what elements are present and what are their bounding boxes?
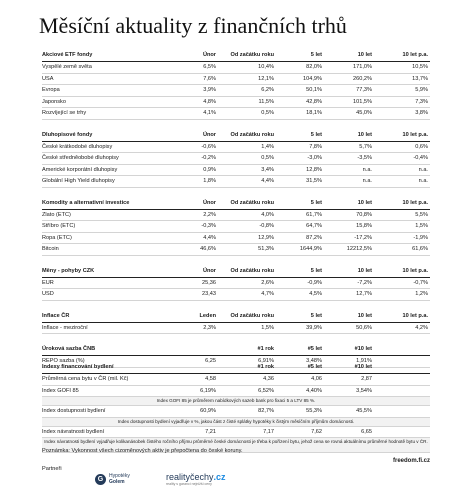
row-label: EUR bbox=[42, 279, 54, 286]
section-header-row bbox=[42, 130, 430, 142]
cell: -3,0% bbox=[307, 155, 322, 161]
section-header-row bbox=[42, 198, 430, 210]
table-row bbox=[42, 221, 430, 233]
cell: 6,52% bbox=[258, 387, 274, 394]
cell: 10,5% bbox=[412, 64, 428, 70]
cell: 1,8% bbox=[203, 178, 216, 184]
cell: 2,2% bbox=[203, 211, 216, 218]
cell: 5,7% bbox=[359, 143, 372, 150]
cell: Únor bbox=[202, 52, 216, 58]
cell: Únor bbox=[202, 267, 216, 274]
cell: 10,4% bbox=[258, 64, 274, 70]
logo2-prefix: realityčechy bbox=[166, 472, 214, 482]
table-section bbox=[42, 50, 430, 120]
section-header-row bbox=[42, 344, 430, 356]
cell: n.a. bbox=[418, 178, 428, 184]
cell: 46,6% bbox=[200, 246, 216, 252]
cell: Únor bbox=[202, 199, 216, 206]
cell: 0,5% bbox=[261, 155, 274, 161]
row-label: Japonsko bbox=[42, 98, 66, 105]
cell: 50,6% bbox=[356, 324, 372, 331]
cell: 6,65 bbox=[361, 428, 372, 435]
cell: 12212,5% bbox=[346, 246, 372, 252]
row-label: Akciové ETF fondy bbox=[42, 52, 93, 58]
cell: -0,4% bbox=[413, 155, 428, 161]
cell: 4,7% bbox=[261, 291, 274, 297]
cell: 2,87 bbox=[361, 376, 372, 382]
cell: 23,43 bbox=[202, 291, 216, 297]
cell: 7,3% bbox=[415, 98, 428, 105]
table-section bbox=[42, 198, 430, 256]
logo2-sub: reality s garancí nejnižší ceny bbox=[166, 482, 212, 486]
cell: 4,40% bbox=[306, 387, 322, 394]
cell: 0,5% bbox=[261, 110, 274, 116]
row-label: Stříbro (ETC) bbox=[42, 223, 76, 229]
cell: 101,5% bbox=[353, 98, 372, 105]
affordability-note: Index dostupnosti bydlení vyjadřuje v %, jakou část z čisté splátky hypotéky k čistým měsíčním příjmům domácnosti. bbox=[42, 418, 430, 427]
page-title: Měsíční aktuality z finančních trhů bbox=[39, 13, 347, 38]
row-label: České krátkodobé dluhopisy bbox=[42, 143, 113, 150]
cell: 6,25 bbox=[205, 358, 216, 364]
cell: -1,9% bbox=[413, 234, 428, 241]
cell: 0,9% bbox=[203, 166, 216, 173]
table-section bbox=[42, 311, 430, 335]
partners-label: Partneři bbox=[42, 466, 62, 472]
table-row bbox=[42, 74, 430, 86]
table-row bbox=[42, 374, 430, 386]
row-label: Měny - pohyby CZK bbox=[42, 267, 95, 274]
row-label: Index GOFI 85 bbox=[42, 387, 79, 394]
cell: 2,6% bbox=[261, 279, 274, 286]
row-label: USD bbox=[42, 291, 54, 297]
cell: n.a. bbox=[362, 166, 372, 173]
table-row bbox=[42, 386, 430, 398]
row-label: USA bbox=[42, 75, 54, 82]
row-label: Komodity a alternativní investice bbox=[42, 199, 130, 206]
section-header-row bbox=[42, 311, 430, 323]
table-row bbox=[42, 244, 430, 256]
housing-header-1y: #1 rok bbox=[257, 364, 274, 370]
row-label: Globální High Yield dluhopisy bbox=[42, 178, 115, 184]
housing-header-5y: #5 let bbox=[307, 364, 322, 370]
cell: 10 let p.a. bbox=[402, 312, 428, 319]
cell: 12,7% bbox=[356, 291, 372, 297]
cell: 5 let bbox=[310, 267, 322, 274]
cell: n.a. bbox=[418, 166, 428, 173]
cell: -17,2% bbox=[354, 234, 372, 241]
table-section bbox=[42, 130, 430, 188]
cell: 70,8% bbox=[356, 211, 372, 218]
row-label: České středněobobé dluhopisy bbox=[42, 155, 119, 161]
cell: 31,5% bbox=[306, 178, 322, 184]
table-row bbox=[42, 210, 430, 222]
table-row bbox=[42, 62, 430, 74]
cell: 10 let bbox=[357, 199, 372, 206]
cell: Od začátku roku bbox=[230, 131, 274, 138]
cell: 7,17 bbox=[263, 428, 274, 435]
logo1-line1: Hypotéky bbox=[109, 473, 130, 479]
cell: 12,1% bbox=[258, 75, 274, 82]
freedom-brand: freedom.fi.cz bbox=[392, 458, 430, 464]
cell: -3,5% bbox=[357, 155, 372, 161]
table-row bbox=[42, 165, 430, 177]
cell: -0,3% bbox=[201, 223, 216, 229]
realitycechy-logo bbox=[166, 472, 226, 486]
row-label: Index návratnosti bydlení bbox=[42, 428, 105, 435]
cell: 3,54% bbox=[356, 387, 372, 394]
table-section bbox=[42, 266, 430, 301]
cell: 82,7% bbox=[258, 408, 274, 414]
row-label: Úroková sazba ČNB bbox=[42, 346, 96, 352]
cell: 5 let bbox=[310, 199, 322, 206]
cell: 12,9% bbox=[258, 234, 274, 241]
cell: 3,8% bbox=[415, 110, 428, 116]
return-note: Index návratnosti bydlení vyjadřuje kolikanásobek čistého ročního příjmu průměrné české domácnosti je třeba k pořízení bytu, jehož cena se rovná aktuálnímu průměrné hodnotě bytu v ČR. bbox=[42, 438, 430, 453]
section-header-row bbox=[42, 266, 430, 278]
cell: 10 let p.a. bbox=[402, 131, 428, 138]
market-tables bbox=[42, 50, 430, 368]
cell: 87,2% bbox=[306, 234, 322, 241]
cell: 25,36 bbox=[202, 279, 216, 286]
cell: 10 let bbox=[357, 131, 372, 138]
cell: 42,8% bbox=[306, 98, 322, 105]
row-label: Ropa (ETC) bbox=[42, 234, 72, 241]
cell: 5 let bbox=[310, 312, 322, 319]
table-row bbox=[42, 153, 430, 165]
cell: -0,7% bbox=[413, 279, 428, 286]
cell: 64,7% bbox=[306, 223, 322, 229]
housing-header-10y: #10 let bbox=[354, 364, 372, 370]
cell: -0,6% bbox=[201, 143, 216, 150]
cell: 1,91% bbox=[356, 358, 372, 364]
cell: Leden bbox=[199, 312, 216, 319]
housing-header-row bbox=[42, 362, 430, 374]
cell: 4,58 bbox=[205, 376, 216, 382]
row-label: Americké korporátní dluhopisy bbox=[42, 166, 118, 173]
cell: 45,5% bbox=[356, 408, 372, 414]
cell: 1,4% bbox=[261, 143, 274, 150]
cell: 10 let bbox=[357, 52, 372, 58]
cell: 6,5% bbox=[203, 64, 216, 70]
cell: -7,2% bbox=[357, 279, 372, 286]
row-label: Rozvíjející se trhy bbox=[42, 110, 87, 116]
row-label: Zlato (ETC) bbox=[42, 211, 71, 218]
row-label: Index dostupnosti bydlení bbox=[42, 408, 106, 414]
row-label: REPO sazba (%) bbox=[42, 358, 85, 364]
row-label: Bitcoin bbox=[42, 246, 59, 252]
cell: 4,8% bbox=[203, 98, 216, 105]
cell: Od začátku roku bbox=[230, 312, 274, 319]
cell: 104,9% bbox=[303, 75, 322, 82]
cell: 51,3% bbox=[258, 246, 274, 252]
cell: 2,3% bbox=[203, 324, 216, 331]
cell: 260,2% bbox=[353, 75, 372, 82]
logo2-suffix: .cz bbox=[213, 472, 226, 482]
cell: 4,5% bbox=[309, 291, 322, 297]
cell: 4,06 bbox=[311, 376, 322, 382]
cell: 7,8% bbox=[309, 143, 322, 150]
table-row bbox=[42, 289, 430, 301]
cell: 4,4% bbox=[203, 234, 216, 241]
cell: 50,1% bbox=[306, 87, 322, 93]
cell: 4,4% bbox=[261, 178, 274, 184]
cell: 1,5% bbox=[261, 324, 274, 331]
logo1-line2: Golem bbox=[109, 478, 125, 485]
cell: -0,8% bbox=[259, 223, 274, 229]
table-row bbox=[42, 323, 430, 335]
cell: 6,19% bbox=[200, 387, 216, 394]
cell: 3,48% bbox=[306, 358, 322, 364]
table-row bbox=[42, 427, 430, 439]
cell: 1,5% bbox=[415, 223, 428, 229]
cell: 1644,9% bbox=[299, 246, 322, 252]
row-label: Vyspělé země světa bbox=[42, 64, 92, 70]
cell: 60,9% bbox=[200, 408, 216, 414]
cell: 4,1% bbox=[203, 110, 216, 116]
table-row bbox=[42, 85, 430, 97]
cell: 4,2% bbox=[415, 324, 428, 331]
cell: #5 let bbox=[307, 346, 322, 352]
cell: 7,62 bbox=[311, 428, 322, 435]
cell: Od začátku roku bbox=[230, 267, 274, 274]
cell: 5 let bbox=[310, 52, 322, 58]
cell: 1,2% bbox=[415, 291, 428, 297]
housing-header-label: Indexy financování bydlení bbox=[42, 364, 114, 370]
cell: Od začátku roku bbox=[230, 199, 274, 206]
table-row bbox=[42, 97, 430, 109]
row-label: Evropa bbox=[42, 87, 60, 93]
hypoteky-golem-logo bbox=[95, 474, 130, 485]
row-label: Inflace ČR bbox=[42, 312, 70, 319]
cell: 45,0% bbox=[356, 110, 372, 116]
cell: 15,8% bbox=[356, 223, 372, 229]
cell: 6,91% bbox=[258, 358, 274, 364]
cell: -0,2% bbox=[201, 155, 216, 161]
cell: 10 let p.a. bbox=[402, 267, 428, 274]
cell: 7,6% bbox=[203, 75, 216, 82]
cell: 10 let bbox=[357, 312, 372, 319]
cell: 6,2% bbox=[261, 87, 274, 93]
cell: 3,9% bbox=[203, 87, 216, 93]
table-row bbox=[42, 142, 430, 154]
cell: 10 let p.a. bbox=[402, 52, 428, 58]
cell: 5,5% bbox=[415, 211, 428, 218]
cell: 11,5% bbox=[258, 98, 274, 105]
row-label: Průměrná cena bytu v ČR (mil. Kč) bbox=[42, 376, 129, 382]
row-label: Dluhopisové fondy bbox=[42, 131, 93, 138]
housing-table bbox=[42, 362, 430, 453]
cell: 18,1% bbox=[306, 110, 322, 116]
row-label: Inflace - meziroční bbox=[42, 324, 88, 331]
table-row bbox=[42, 176, 430, 188]
cell: 61,6% bbox=[412, 246, 428, 252]
table-row bbox=[42, 108, 430, 120]
cell: 3,4% bbox=[261, 166, 274, 173]
cell: 5,9% bbox=[415, 87, 428, 93]
cell: Únor bbox=[202, 131, 216, 138]
cell: 5 let bbox=[310, 131, 322, 138]
cell: 55,3% bbox=[306, 408, 322, 414]
cell: 12,8% bbox=[306, 166, 322, 173]
cell: 77,3% bbox=[356, 87, 372, 93]
gofi-note: Index GOFI 85 je průměrem nabídkových sazeb bank pro fixaci 5 a LTV 85 %. bbox=[42, 397, 430, 406]
cell: 4,0% bbox=[261, 211, 274, 218]
cell: 82,0% bbox=[306, 64, 322, 70]
cell: Od začátku roku bbox=[230, 52, 274, 58]
cell: #10 let bbox=[354, 346, 372, 352]
cell: 39,9% bbox=[306, 324, 322, 331]
cell: 10 let p.a. bbox=[402, 199, 428, 206]
cell: 4,36 bbox=[263, 376, 274, 382]
golem-logo-icon: G bbox=[95, 474, 106, 485]
table-row bbox=[42, 406, 430, 418]
cell: 61,7% bbox=[306, 211, 322, 218]
cell: #1 rok bbox=[257, 346, 274, 352]
section-header-row bbox=[42, 50, 430, 62]
table-row bbox=[42, 233, 430, 245]
cell: 7,21 bbox=[205, 428, 216, 435]
cell: n.a. bbox=[362, 178, 372, 184]
cell: 0,6% bbox=[415, 143, 428, 150]
table-row bbox=[42, 278, 430, 290]
cell: 171,0% bbox=[353, 64, 372, 70]
cell: 13,7% bbox=[412, 75, 428, 82]
cell: 10 let bbox=[357, 267, 372, 274]
footer-note: Poznámka: Vykonnost všech cizoměnových aktiv je přepočtena do české koruny. bbox=[42, 448, 243, 454]
cell: -0,9% bbox=[307, 279, 322, 286]
